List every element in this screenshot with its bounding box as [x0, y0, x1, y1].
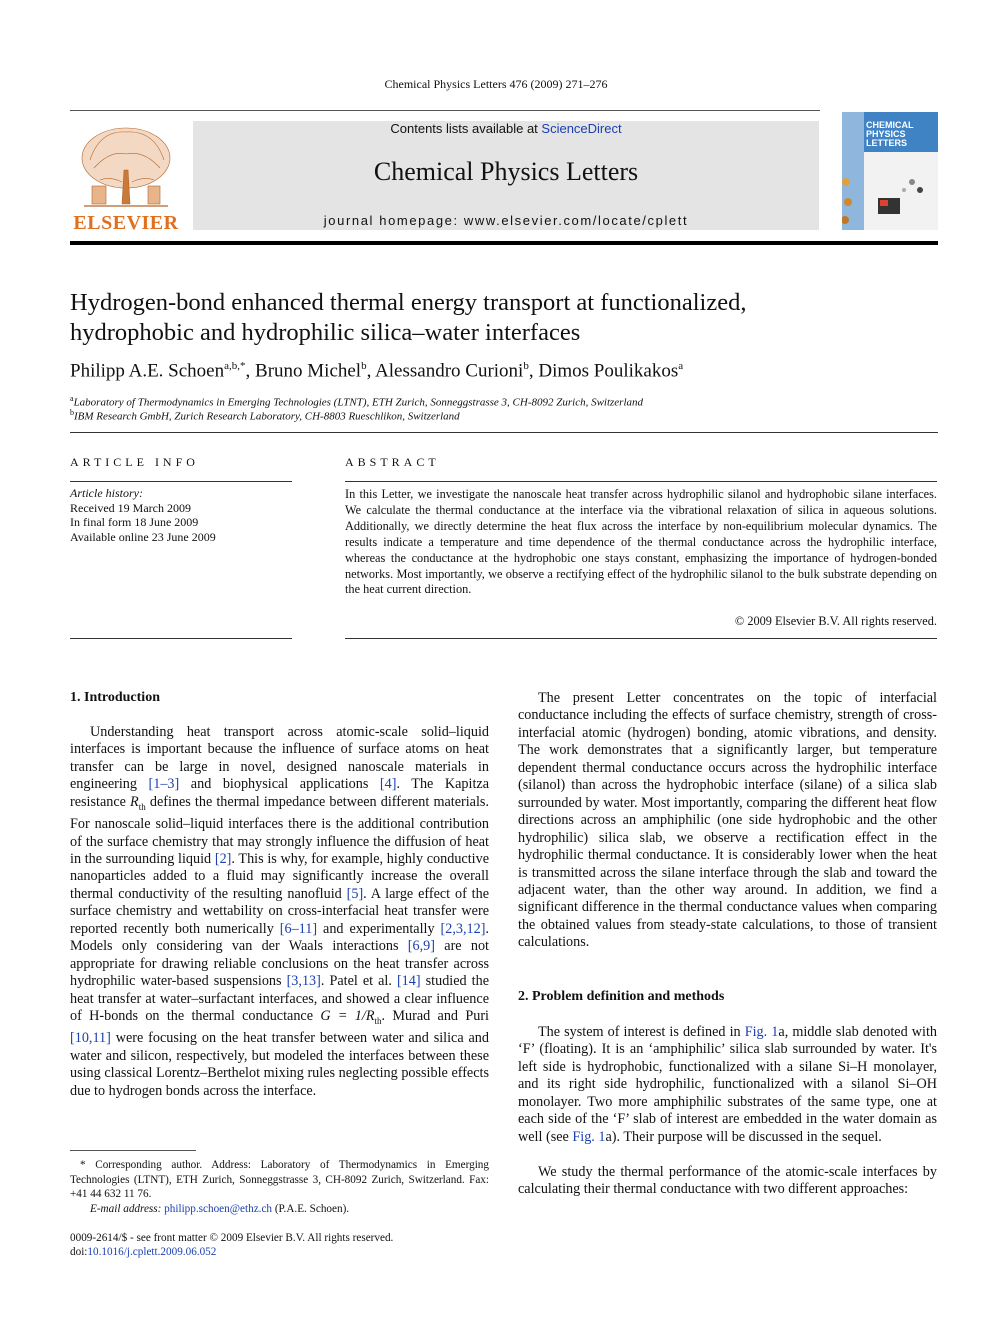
author-name: Bruno Michel: [255, 360, 362, 382]
methods-paragraph-1: The system of interest is defined in Fig. 1a, middle slab denoted with ‘F’ (floating). It is an ‘amphiphilic’ silica slab surrounded by water. It's left side is hydrophobic, functionalized with a silane Si–H monolayer, and its right side hydrophilic, functionalized with a silanol Si–OH monolayer. Two more amphiphilic substrates of the same type, one at each side of the ‘F’ slab of interest are embedded in the water domain as well (see Fig. 1a). Their purpose will be discussed in the sequel.: [518, 1024, 937, 1145]
doi-link[interactable]: 10.1016/j.cplett.2009.06.052: [87, 1246, 217, 1258]
front-matter-info: [70, 1231, 490, 1259]
email-line: E-mail address: philipp.schoen@ethz.ch (P.A.E. Schoen).: [90, 1202, 350, 1215]
reference-link[interactable]: [5]: [346, 885, 364, 902]
history-label: Article history:: [70, 486, 143, 500]
corresponding-author-footnote: * Corresponding author. Address: Laboratory of Thermodynamics in Emerging Technologies (LTNT), ETH Zurich, Sonneggstrasse 3, CH-8092 Zurich, Switzerland. Fax: +41 44 632 11 76. E-mail address: philipp.schoen@ethz.ch (P.A.E. Schoen).: [70, 1159, 489, 1215]
reference-link[interactable]: [2,3,12]: [440, 920, 486, 937]
article-info-rule-bottom: [70, 638, 292, 639]
title-line-2: hydrophobic and hydrophilic silica–water interfaces: [70, 319, 581, 346]
author-affil-mark[interactable]: b: [361, 360, 367, 372]
doi-line: doi:10.1016/j.cplett.2009.06.052: [70, 1246, 217, 1258]
author-name: Dimos Poulikakos: [538, 360, 679, 382]
reference-link[interactable]: [2]: [214, 851, 232, 867]
abstract-copyright: © 2009 Elsevier B.V. All rights reserved.: [734, 614, 937, 628]
author-list: Philipp A.E. Schoen$^{a,b,*}$, Bruno Michel$^b$, Alessandro Curioni$^b$, Dimos Poulikakos$^a$: [70, 360, 684, 382]
article-info-rule-top: [70, 481, 292, 482]
footnote-rule: [70, 1150, 196, 1151]
intro-paragraph-2: The present Letter concentrates on the topic of interfacial conductance including the effects of surface chemistry, strength of cross-interfacial atomic (hydrogen) bonding, atomic vibrations, and density. The work demonstrates that a significantly larger, but temperature dependent thermal conductance occurs across the hydrophilic interface (silanol) than across the hydrophobic interface (silane) of a silica slab surrounded by water. Most importantly, comparing the different heat flow directions across an amphiphilic (one side hydrophobic and the other hydrophilic) silica slab, we observe a rectification effect in the hydrophilic thermal conductance. It is considerably lower when the heat is transmitted across the silane interface through the slab and toward the adjacent water, than the other way around. In addition, we find a significant difference in the thermal conductance values when comparing the obtained values from steady-state calculations, to those of transient calculations.: [518, 690, 937, 951]
contents-prefix: Contents lists available at: [390, 121, 542, 136]
journal-name: Chemical Physics Letters: [373, 157, 639, 186]
header-thick-rule: [70, 241, 938, 245]
figure-link[interactable]: Fig. 1: [744, 1024, 779, 1040]
author-name: Alessandro Curioni: [375, 360, 524, 382]
cover-title: CHEMICAL PHYSICS LETTERS: [866, 120, 914, 148]
author-affil-mark[interactable]: b: [523, 360, 529, 372]
sciencedirect-link[interactable]: ScienceDirect: [541, 121, 622, 136]
section-title-methods: 2. Problem definition and methods: [518, 989, 725, 1004]
journal-header-box: [193, 121, 819, 230]
journal-homepage[interactable]: journal homepage: www.elsevier.com/locate/cplett: [323, 213, 689, 228]
author-name: Philipp A.E. Schoen: [70, 360, 225, 382]
reference-link[interactable]: [1–3]: [148, 776, 180, 793]
intro-paragraph: Understanding heat transport across atomic-scale solid–liquid interfaces is important because the influence of surface atoms on heat transfer can be large in novel, designed nanoscale materials in engineering [1–3] and biophysical applications [4]. The Kapitza resistance $R_{th}$ defines the thermal impedance between different materials. For nanoscale solid–liquid interfaces there is the additional contribution of the surface chemistry that may strongly influence the diffusion of heat in the surrounding liquid [2]. This is why, for example, highly conductive nanoparticles added to a fluid may significantly increase the overall thermal conductivity of the resulting nanofluid [5]. A large effect of the surface chemistry and wettability on cross-interfacial heat transfer were reported recently both numerically [6–11] and experimentally [2,3,12]. Models only considering van der Waals interactions [6,9] are not appropriate for drawing reliable conclusions on the heat transfer across hydrophilic water-based suspensions [3,13]. Patel et al. [14] studied the heat transfer at water–surfactant interfaces, and showed a clear influence of H-bonds on the thermal conductance $G = 1/R_{th}$. Murad and Puri [10,11] were focusing on the heat transfer between water and silica and water and silicon, respectively, but modeled the interfaces between these using classical Lorentz–Berthelot mixing rules neglecting possible effects due to hydrogen bonds across the interface.: [70, 724, 490, 1099]
affiliation-rule: [70, 432, 938, 433]
affiliation-a: $^a$Laboratory of Thermodynamics in Emerging Technologies (LTNT), ETH Zurich, Sonneggstrasse 3, CH-8092 Zurich, Switzerland: [70, 394, 644, 409]
revised-date: In final form 18 June 2009: [70, 515, 199, 529]
figure-link[interactable]: Fig. 1: [572, 1128, 606, 1145]
reference-link[interactable]: [3,13]: [286, 973, 321, 990]
reference-link[interactable]: [6–11]: [279, 920, 318, 937]
author-affil-mark[interactable]: a,b,*: [224, 360, 246, 372]
cover-illustration: [842, 152, 938, 230]
reference-link[interactable]: [10,11]: [70, 1030, 111, 1047]
section-title-introduction: 1. Introduction: [70, 690, 160, 705]
reference-link[interactable]: [6,9]: [407, 938, 435, 955]
journal-citation: Chemical Physics Letters 476 (2009) 271–276: [384, 77, 608, 91]
online-date: Available online 23 June 2009: [70, 529, 216, 544]
issn-line: 0009-2614/$ - see front matter © 2009 Elsevier B.V. All rights reserved.: [70, 1232, 394, 1244]
abstract-text: In this Letter, we investigate the nanoscale heat transfer across hydrophilic silanol and hydrophobic silane interfaces. We calculate the thermal conductance at the interface via the vibrational relaxation of silica in aqueous solutions. Additionally, we directly determine the heat flux across the interface by non-equilibrium molecular dynamics. The results indicate a temperature and time dependence of the thermal conductance across the hydrophilic interface, whereas the conductance at the hydrophobic one stays constant, emphasizing the importance of hydrogen-bonded networks. Most importantly, we observe a rectifying effect of the hydrophilic silanol to the bulk substrate depending on the heat current direction.: [345, 487, 937, 597]
article-title: [70, 288, 930, 348]
author-affil-mark[interactable]: a: [678, 360, 684, 372]
contents-line: [193, 121, 819, 136]
elsevier-wordmark: ELSEVIER: [73, 212, 179, 234]
received-date: Received 19 March 2009: [70, 500, 191, 515]
journal-cover-image: [842, 112, 938, 230]
abstract-rule-bottom: [345, 638, 937, 639]
email-link[interactable]: philipp.schoen@ethz.ch: [164, 1202, 273, 1215]
abstract-heading: ABSTRACT: [345, 455, 440, 469]
affiliation-b: $^b$IBM Research GmbH, Zurich Research Laboratory, CH-8803 Rueschlikon, Switzerland: [70, 408, 460, 423]
article-history: [70, 486, 290, 544]
title-line-1: Hydrogen-bond enhanced thermal energy transport at functionalized,: [70, 289, 747, 316]
abstract-rule-top: [345, 481, 937, 482]
header-rule: [70, 110, 820, 111]
article-info-heading: ARTICLE INFO: [70, 455, 199, 469]
reference-link[interactable]: [4]: [379, 776, 397, 793]
methods-paragraph-2: We study the thermal performance of the atomic-scale interfaces by calculating their thermal conductance with two different approaches:: [518, 1164, 937, 1198]
reference-link[interactable]: [14]: [396, 973, 421, 990]
